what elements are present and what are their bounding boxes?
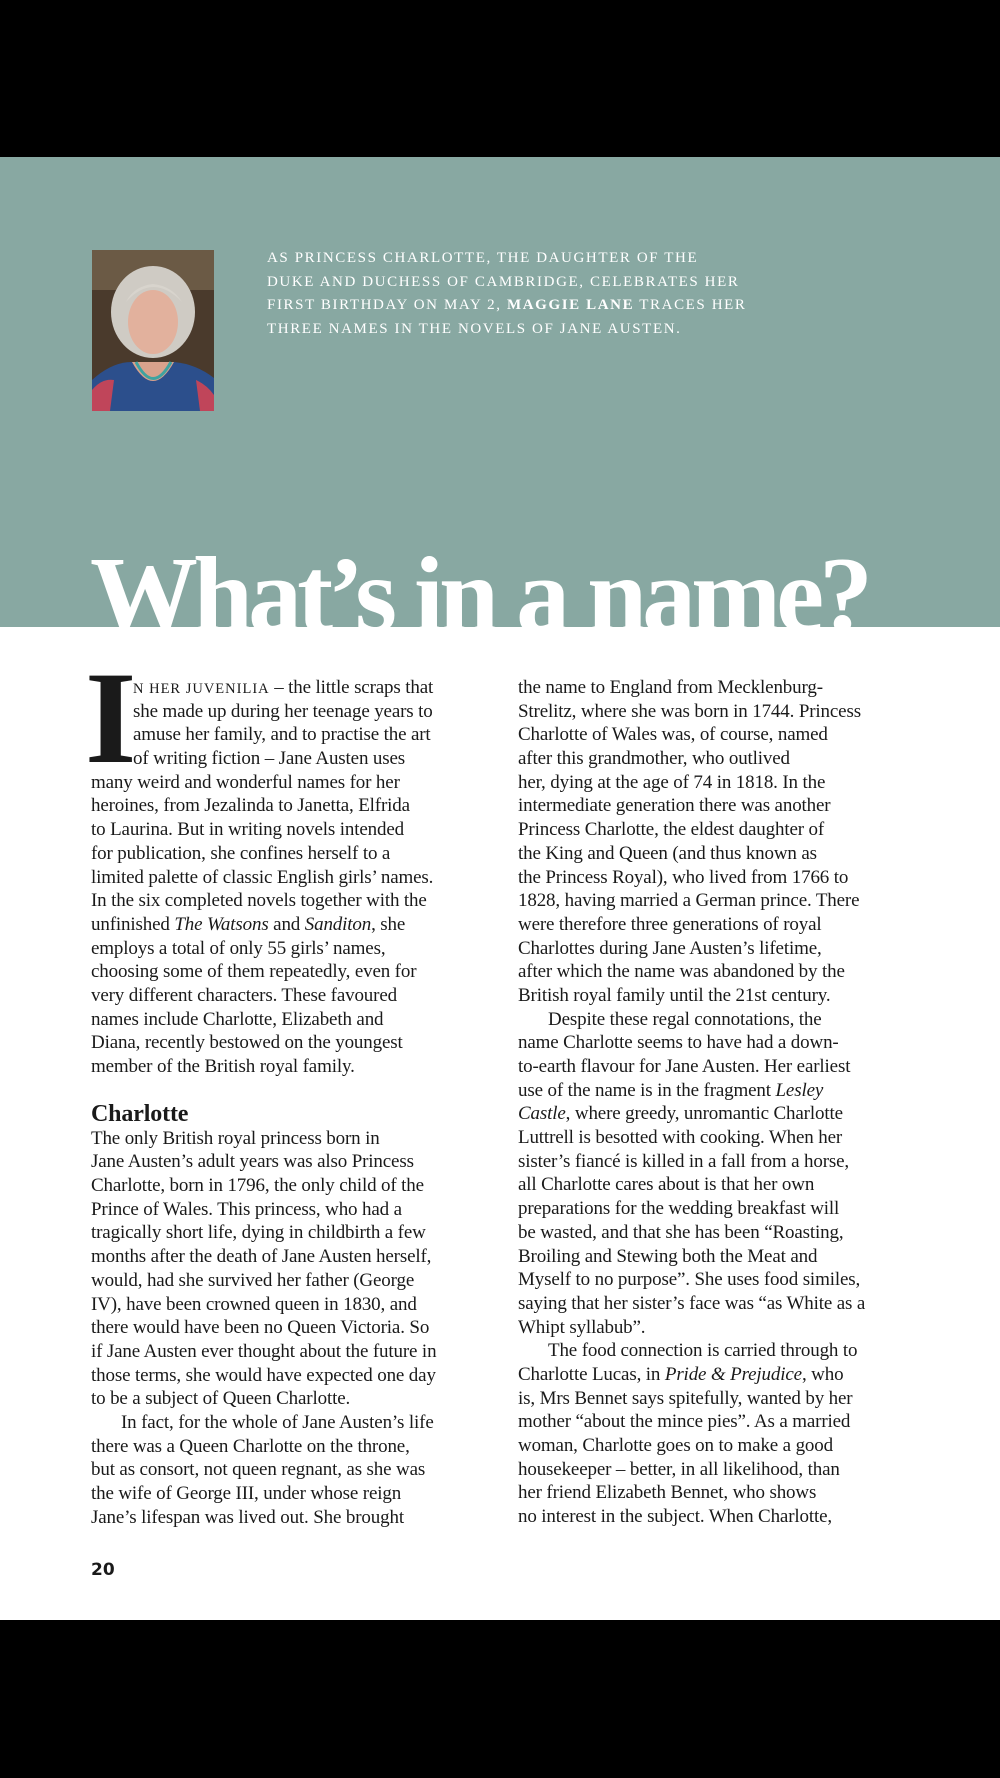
text-segment: many weird and wonderful names for her bbox=[91, 771, 400, 793]
text-segment: those terms, she would have expected one day bbox=[91, 1364, 436, 1386]
text-line bbox=[91, 1127, 501, 1151]
text-segment: DUKE AND DUCHESS OF CAMBRIDGE, CELEBRATES HER bbox=[267, 273, 740, 290]
text-line bbox=[267, 290, 747, 314]
text-segment: use of the name is in the fragment bbox=[518, 1079, 776, 1101]
text-segment: Whipt syllabub”. bbox=[518, 1316, 646, 1338]
drop-cap: I bbox=[85, 644, 137, 791]
text-line bbox=[518, 1245, 928, 1269]
text-line bbox=[91, 866, 501, 890]
text-line bbox=[518, 937, 928, 961]
text-segment: Diana, recently bestowed on the youngest bbox=[91, 1032, 403, 1054]
text-line bbox=[91, 1458, 501, 1482]
text-line bbox=[91, 1245, 501, 1269]
text-line bbox=[518, 676, 928, 700]
charlotte-section-text bbox=[91, 1127, 501, 1530]
text-segment: amuse her family, and to practise the art bbox=[133, 724, 431, 746]
top-black-bar bbox=[0, 0, 1000, 157]
author-photo bbox=[92, 250, 214, 411]
text-line bbox=[91, 1340, 501, 1364]
text-line bbox=[518, 1079, 928, 1103]
text-line bbox=[91, 1411, 501, 1435]
text-segment: woman, Charlotte goes on to make a good bbox=[518, 1435, 833, 1456]
text-line bbox=[518, 1458, 928, 1482]
text-segment: unfinished bbox=[91, 913, 175, 935]
text-segment: months after the death of Jane Austen herself, bbox=[91, 1246, 432, 1268]
text-line bbox=[518, 1481, 928, 1505]
text-segment: if Jane Austen ever thought about the future in bbox=[91, 1340, 437, 1362]
text-segment: for publication, she confines herself to a bbox=[91, 842, 391, 864]
italic-title: Lesley bbox=[775, 1079, 824, 1101]
text-line bbox=[91, 1198, 501, 1222]
text-segment: limited palette of classic English girls’ names. bbox=[91, 866, 434, 888]
text-line bbox=[518, 984, 928, 1008]
right-column bbox=[518, 676, 928, 1529]
text-segment: FIRST BIRTHDAY ON MAY 2, bbox=[267, 297, 507, 314]
text-line bbox=[518, 1150, 928, 1174]
text-segment: Myself to no purpose”. She uses food similes, bbox=[518, 1269, 861, 1291]
text-segment: her, dying at the age of 74 in 1818. In the bbox=[518, 771, 826, 793]
text-segment: of writing fiction – Jane Austen uses bbox=[133, 748, 406, 770]
text-segment: preparations for the wedding breakfast will bbox=[518, 1198, 840, 1220]
text-segment: employs a total of only 55 girls’ names, bbox=[91, 937, 386, 959]
text-segment: tragically short life, dying in childbirth a few bbox=[91, 1222, 426, 1244]
text-line bbox=[91, 1435, 501, 1459]
text-segment: to Laurina. But in writing novels intended bbox=[91, 819, 404, 841]
text-segment: is, Mrs Bennet says spitefully, wanted by her bbox=[518, 1387, 853, 1409]
text-segment: Prince of Wales. This princess, who had a bbox=[91, 1198, 402, 1220]
page-number: 20 bbox=[91, 1560, 115, 1580]
small-caps-lead: N HER JUVENILIA bbox=[133, 681, 270, 697]
text-line bbox=[91, 818, 501, 842]
text-line bbox=[518, 794, 928, 818]
text-segment: Luttrell is besotted with cooking. When her bbox=[518, 1127, 843, 1149]
text-segment: there was a Queen Charlotte on the throne, bbox=[91, 1435, 410, 1457]
text-line bbox=[518, 1339, 928, 1363]
left-column bbox=[85, 644, 501, 1529]
drop-cap-box bbox=[85, 644, 137, 791]
italic-title: Pride & Prejudice bbox=[664, 1363, 802, 1385]
text-line bbox=[518, 889, 928, 913]
text-segment: , where greedy, unromantic Charlotte bbox=[565, 1103, 843, 1125]
text-segment: to-earth flavour for Jane Austen. Her earliest bbox=[518, 1056, 851, 1077]
text-line bbox=[518, 700, 928, 724]
text-segment: AS PRINCESS CHARLOTTE, THE DAUGHTER OF THE bbox=[267, 250, 699, 266]
text-segment: TRACES HER bbox=[634, 297, 747, 314]
text-line bbox=[91, 1269, 501, 1293]
text-line bbox=[518, 747, 928, 771]
text-segment: be wasted, and that she has been “Roasting, bbox=[518, 1221, 844, 1243]
text-line bbox=[518, 866, 928, 890]
text-segment: there would have been no Queen Victoria. So bbox=[91, 1317, 430, 1339]
text-segment: , she bbox=[371, 913, 406, 935]
text-segment: names include Charlotte, Elizabeth and bbox=[91, 1008, 384, 1030]
text-line bbox=[91, 771, 501, 795]
text-segment: Charlotte Lucas, in bbox=[518, 1363, 665, 1385]
text-segment: In fact, for the whole of Jane Austen’s life bbox=[121, 1411, 434, 1433]
italic-title: Castle bbox=[518, 1103, 566, 1125]
text-segment: the name to England from Mecklenburg- bbox=[518, 677, 823, 698]
text-segment: 1828, having married a German prince. There bbox=[518, 890, 860, 912]
text-line bbox=[518, 1008, 928, 1032]
text-line bbox=[91, 1364, 501, 1388]
text-line bbox=[91, 676, 501, 700]
text-line bbox=[518, 1387, 928, 1411]
text-segment: sister’s fiancé is killed in a fall from a horse, bbox=[518, 1150, 850, 1172]
text-segment: mother “about the mince pies”. As a married bbox=[518, 1411, 851, 1433]
text-segment: the Princess Royal), who lived from 1766 to bbox=[518, 866, 849, 888]
text-line bbox=[518, 771, 928, 795]
text-segment: all Charlotte cares about is that her own bbox=[518, 1174, 815, 1196]
text-line bbox=[518, 1197, 928, 1221]
text-line bbox=[267, 314, 747, 338]
section-heading-charlotte: Charlotte bbox=[91, 1100, 189, 1127]
text-line bbox=[518, 1363, 928, 1387]
text-segment: The food connection is carried through to bbox=[548, 1340, 858, 1362]
text-line bbox=[91, 842, 501, 866]
text-line bbox=[91, 1150, 501, 1174]
text-segment: Charlotte, born in 1796, the only child of the bbox=[91, 1175, 424, 1197]
italic-title: The Watsons bbox=[174, 913, 269, 935]
text-segment: but as consort, not queen regnant, as she was bbox=[91, 1459, 426, 1481]
text-line bbox=[267, 267, 747, 291]
text-segment: The only British royal princess born in bbox=[91, 1127, 380, 1149]
text-line bbox=[267, 243, 747, 267]
text-segment: THREE NAMES IN THE NOVELS OF JANE AUSTEN. bbox=[267, 321, 682, 338]
text-line bbox=[91, 1482, 501, 1506]
text-line bbox=[518, 1031, 928, 1055]
intro-paragraph bbox=[91, 676, 501, 1079]
text-segment: IV), have been crowned queen in 1830, and bbox=[91, 1293, 417, 1315]
text-segment: In the six completed novels together with the bbox=[91, 890, 427, 912]
text-segment: after this grandmother, who outlived bbox=[518, 748, 790, 770]
text-line bbox=[91, 1055, 501, 1079]
text-segment: choosing some of them repeatedly, even for bbox=[91, 961, 417, 983]
text-segment: she made up during her teenage years to bbox=[133, 700, 433, 722]
text-line bbox=[518, 1173, 928, 1197]
text-line bbox=[91, 1387, 501, 1411]
text-line bbox=[518, 1126, 928, 1150]
text-line bbox=[91, 937, 501, 961]
article-title: What’s in a name? bbox=[90, 536, 869, 656]
text-segment: housekeeper – better, in all likelihood, than bbox=[518, 1458, 840, 1480]
text-segment: – the little scraps that bbox=[269, 677, 434, 698]
text-line bbox=[518, 1055, 928, 1079]
text-line bbox=[91, 1316, 501, 1340]
text-segment: , who bbox=[801, 1363, 844, 1385]
text-segment: British royal family until the 21st century. bbox=[518, 984, 831, 1006]
text-segment: Strelitz, where she was born in 1744. Princess bbox=[518, 700, 861, 722]
text-line bbox=[91, 1506, 501, 1530]
text-segment: Despite these regal connotations, the bbox=[548, 1008, 822, 1030]
text-line bbox=[91, 1221, 501, 1245]
text-line bbox=[518, 1410, 928, 1434]
text-line bbox=[518, 1292, 928, 1316]
text-line bbox=[518, 1505, 928, 1529]
author-name: MAGGIE LANE bbox=[506, 297, 635, 314]
text-segment: after which the name was abandoned by the bbox=[518, 961, 845, 983]
text-segment: the King and Queen (and thus known as bbox=[518, 842, 817, 864]
text-line bbox=[91, 1031, 501, 1055]
text-segment: the wife of George III, under whose reign bbox=[91, 1483, 402, 1504]
text-line bbox=[91, 747, 501, 771]
text-segment: Jane’s lifespan was lived out. She brought bbox=[91, 1506, 404, 1528]
text-line bbox=[518, 960, 928, 984]
text-line bbox=[518, 1268, 928, 1292]
text-line bbox=[518, 842, 928, 866]
italic-title: Sanditon bbox=[304, 913, 372, 935]
text-segment: Broiling and Stewing both the Meat and bbox=[518, 1245, 818, 1267]
text-segment: would, had she survived her father (George bbox=[91, 1269, 415, 1291]
text-line bbox=[518, 818, 928, 842]
text-segment: no interest in the subject. When Charlotte, bbox=[518, 1506, 833, 1528]
text-line bbox=[91, 960, 501, 984]
text-line bbox=[91, 1008, 501, 1032]
text-line bbox=[91, 1293, 501, 1317]
text-segment: Jane Austen’s adult years was also Princess bbox=[91, 1151, 414, 1173]
text-segment: Princess Charlotte, the eldest daughter of bbox=[518, 819, 825, 841]
text-line bbox=[518, 913, 928, 937]
text-line bbox=[91, 723, 501, 747]
article-deck bbox=[267, 243, 747, 338]
text-line bbox=[518, 1316, 928, 1340]
text-line bbox=[518, 1221, 928, 1245]
text-segment: intermediate generation there was another bbox=[518, 795, 831, 817]
text-line bbox=[91, 984, 501, 1008]
bottom-black-bar bbox=[0, 1620, 1000, 1778]
text-segment: member of the British royal family. bbox=[91, 1056, 355, 1077]
text-line bbox=[91, 913, 501, 937]
text-line bbox=[518, 1434, 928, 1458]
text-segment: Charlotte of Wales was, of course, named bbox=[518, 724, 828, 746]
text-segment: to be a subject of Queen Charlotte. bbox=[91, 1388, 351, 1410]
text-segment: Charlottes during Jane Austen’s lifetime, bbox=[518, 937, 822, 959]
text-line bbox=[518, 1102, 928, 1126]
text-segment: heroines, from Jezalinda to Janetta, Elfrida bbox=[91, 795, 410, 817]
text-segment: and bbox=[268, 913, 305, 935]
text-segment: her friend Elizabeth Bennet, who shows bbox=[518, 1482, 817, 1504]
text-line bbox=[91, 700, 501, 724]
text-line bbox=[518, 723, 928, 747]
text-line bbox=[91, 1174, 501, 1198]
text-line bbox=[91, 794, 501, 818]
text-line bbox=[91, 889, 501, 913]
text-segment: saying that her sister’s face was “as White as a bbox=[518, 1292, 866, 1314]
text-segment: were therefore three generations of royal bbox=[518, 913, 822, 935]
text-segment: name Charlotte seems to have had a down- bbox=[518, 1032, 839, 1054]
text-segment: very different characters. These favoured bbox=[91, 984, 397, 1006]
